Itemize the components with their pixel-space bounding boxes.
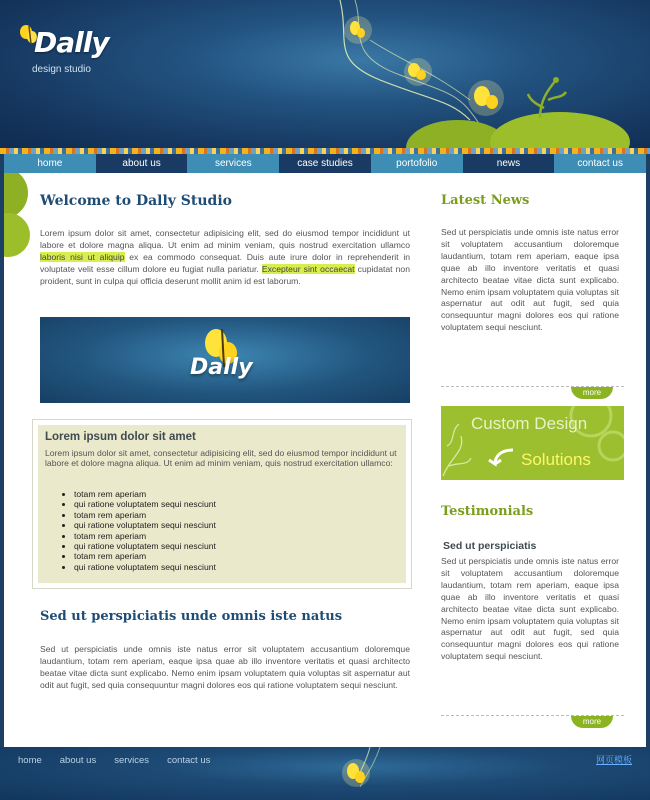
news-more-button[interactable]: more <box>571 387 613 399</box>
main-nav <box>4 154 646 173</box>
header-illustration <box>0 0 650 150</box>
banner-wordmark: Dally <box>190 355 253 380</box>
nav-item-about-us[interactable]: about us <box>96 154 188 173</box>
footer-link-about-us[interactable]: about us <box>59 755 97 766</box>
latest-news-heading: Latest News <box>441 193 530 208</box>
testimonials-more-button[interactable]: more <box>571 716 613 728</box>
ad-title: Custom Design <box>471 414 588 433</box>
latest-news-paragraph: Sed ut perspiciatis unde omnis iste natus error sit voluptatem accusantium doloremque laudantium, totam rem aperiam, eaque ipsa quae ab illo inventore veritatis et quasi architecto beatae vitae dicta sunt explicabo. Nemo enim ipsam voluptatem quia voluptas sit aspernatur aut odit aut fugit, sed quia consequuntur magni dolores eos qui ratione voluptatem sequi nesciunt. <box>441 227 619 333</box>
list-item: • qui ratione voluptatem sequi nesciunt <box>74 520 216 530</box>
info-box-title: Lorem ipsum dolor sit amet <box>45 431 196 443</box>
list-item: • qui ratione voluptatem sequi nesciunt <box>74 541 216 551</box>
custom-design-banner[interactable] <box>441 406 624 480</box>
leaf-decoration-icon <box>4 173 36 263</box>
section-heading: Sed ut perspiciatis unde omnis iste natus <box>40 609 343 624</box>
site-footer <box>0 747 650 800</box>
content-area <box>4 173 646 747</box>
info-box <box>32 419 412 589</box>
logo-wordmark: Dally <box>34 26 109 59</box>
list-item: • qui ratione voluptatem sequi nesciunt <box>74 562 216 572</box>
ad-subtitle: Solutions <box>521 450 591 469</box>
info-box-inner <box>38 425 406 583</box>
nav-item-case-studies[interactable]: case studies <box>279 154 371 173</box>
site-header <box>0 0 650 150</box>
nav-item-contact-us[interactable]: contact us <box>554 154 646 173</box>
testimonial-subtitle: Sed ut perspiciatis <box>443 540 537 552</box>
welcome-heading: Welcome to Dally Studio <box>40 193 233 209</box>
list-item: • qui ratione voluptatem sequi nesciunt <box>74 499 216 509</box>
list-item: • totam rem aperiam <box>74 531 216 541</box>
footer-link-services[interactable]: services <box>114 755 150 766</box>
footer-template-link[interactable]: 网页模板 <box>596 755 633 765</box>
list-item: • totam rem aperiam <box>74 489 216 499</box>
info-box-list <box>74 489 216 572</box>
welcome-paragraph: Lorem ipsum dolor sit amet, consectetur adipisicing elit, sed do eiusmod tempor incididunt ut labore et dolore magna aliqua. Ut enim ad minim veniam, quis nostrud exercitation ullamco laboris nisi ut aliquip ex ea commodo consequat. Duis aute irure dolor in reprehenderit in voluptate velit esse cillum dolore eu fugiat nulla pariatur. Excepteur sint occaecat cupidatat non proident, sunt in culpa qui officia deserunt mollit anim id est laborum. <box>40 228 411 286</box>
list-item: • totam rem aperiam <box>74 510 216 520</box>
nav-item-news[interactable]: news <box>463 154 555 173</box>
arrow-icon <box>487 446 517 472</box>
testimonial-paragraph: Sed ut perspiciatis unde omnis iste natus error sit voluptatem accusantium doloremque laudantium, totam rem aperiam, eaque ipsa quae ab illo inventore veritatis et quasi architecto beatae vitae dicta sunt explicabo. Nemo enim ipsam voluptatem quia voluptas sit aspernatur aut odit aut fugit, sed quia consequuntur magni dolores eos qui ratione voluptatem sequi nesciunt. <box>441 556 619 662</box>
info-box-paragraph: Lorem ipsum dolor sit amet, consectetur adipisicing elit, sed do eiusmod tempor incididunt ut labore et dolore magna aliqua. Ut enim ad minim veniam, quis nostrud exercitation ullamco: <box>45 448 397 468</box>
footer-illustration <box>0 747 650 800</box>
testimonials-heading: Testimonials <box>441 504 534 519</box>
nav-item-portofolio[interactable]: portofolio <box>371 154 463 173</box>
section-paragraph: Sed ut perspiciatis unde omnis iste natus error sit voluptatem accusantium doloremque laudantium, totam rem aperiam, eaque ipsa quae ab illo inventore veritatis et quasi architecto beatae vitae dicta sunt explicabo. Nemo enim ipsam voluptatem quia voluptas sit aspernatur aut odit aut fugit, sed quia consequuntur magni dolores eos qui ratione voluptatem sequi nesciunt. <box>40 644 410 690</box>
dally-banner <box>40 317 410 403</box>
highlight-text: laboris nisi ut aliquip <box>40 252 125 262</box>
footer-link-home[interactable]: home <box>18 755 42 766</box>
highlight-text: Excepteur sint occaecat <box>261 264 355 274</box>
nav-item-services[interactable]: services <box>187 154 279 173</box>
nav-item-home[interactable]: home <box>4 154 96 173</box>
logo-tagline: design studio <box>32 64 91 75</box>
footer-link-contact-us[interactable]: contact us <box>167 755 211 766</box>
list-item: • totam rem aperiam <box>74 551 216 561</box>
